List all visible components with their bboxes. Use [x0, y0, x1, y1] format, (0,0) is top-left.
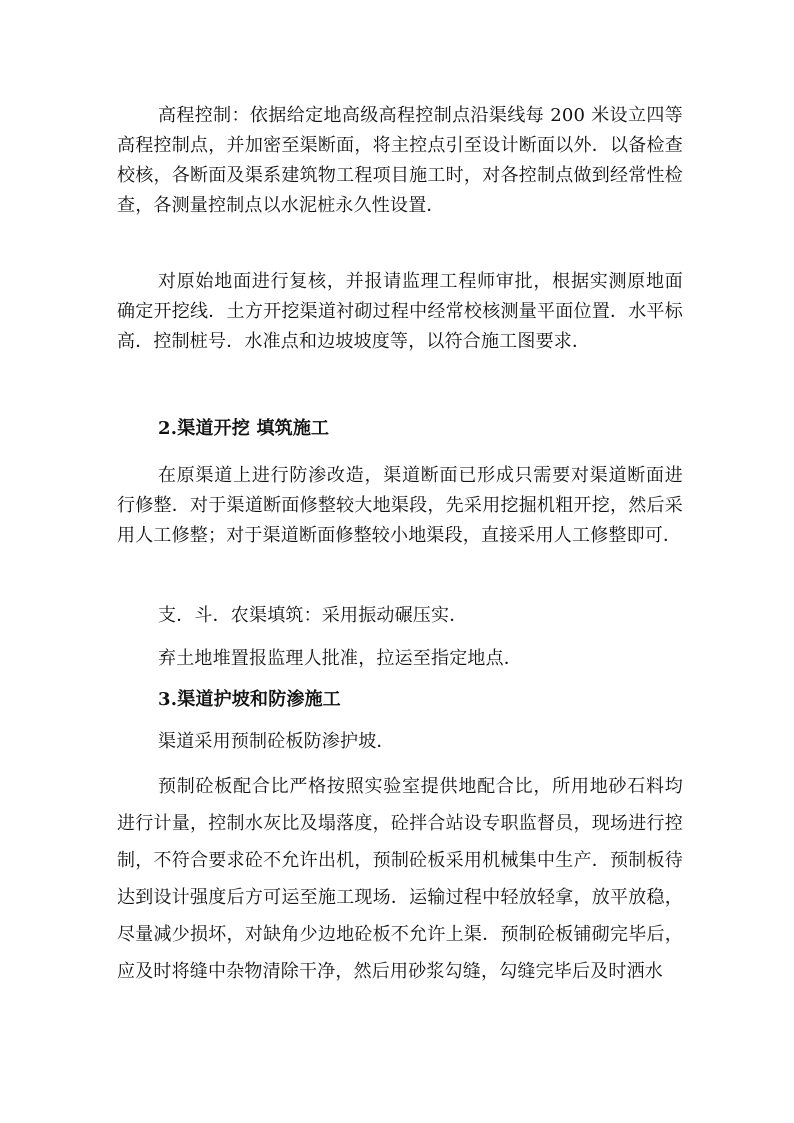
paragraph-text: 高程控制：依据给定地高级高程控制点沿渠线每 200 米设立四等高程控制点，并加密至渠断面，将主控点引至设计断面以外．以备检查校核，各断面及渠系建筑物工程项目施工时，对各控制点做到经常性检查，各测量控制点以水泥桩永久性设置．	[117, 105, 683, 216]
paragraph-spoil	[117, 644, 683, 674]
section-heading-2	[117, 414, 683, 444]
paragraph-ground-review	[117, 267, 683, 357]
heading-text: 2.渠道开挖 填筑施工	[158, 418, 330, 439]
paragraph-text: 支．斗．农渠填筑：采用振动碾压实．	[158, 605, 468, 626]
paragraph-text: 渠道采用预制砼板防渗护坡．	[158, 731, 395, 752]
paragraph-elevation-control	[117, 101, 683, 221]
paragraph-text: 预制砼板配合比严格按照实验室提供地配合比，所用地砂石料均进行计量，控制水灰比及塌落度，砼拌合站设专职监督员，现场进行控制，不符合要求砼不允许出机，预制砼板采用机械集中生产．预制板待达到设计强度后方可运至施工现场．运输过程中轻放轻拿，放平放稳，尽量减少损坏，对缺角少边地砼板不允许上渠．预制砼板铺砌完毕后，应及时将缝中杂物清除干净，然后用砂浆勾缝，勾缝完毕后及时洒水	[117, 776, 683, 982]
paragraph-precast-slab	[117, 727, 683, 757]
section-heading-3	[117, 685, 683, 715]
heading-text: 3.渠道护坡和防渗施工	[158, 689, 341, 710]
paragraph-text: 在原渠道上进行防渗改造，渠道断面已形成只需要对渠道断面进行修整．对于渠道断面修整较大地渠段，先采用挖掘机粗开挖，然后采用人工修整；对于渠道断面修整较小地渠段，直接采用人工修整即可．	[117, 465, 683, 546]
paragraph-text: 对原始地面进行复核，并报请监理工程师审批，根据实测原地面确定开挖线．土方开挖渠道衬砌过程中经常校核测量平面位置．水平标高．控制桩号．水准点和边坡坡度等，以符合施工图要求．	[117, 271, 683, 352]
paragraph-text: 弃土地堆置报监理人批准，拉运至指定地点．	[158, 648, 522, 669]
paragraph-mix-ratio	[117, 768, 683, 990]
paragraph-fill	[117, 601, 683, 631]
paragraph-channel-repair	[117, 461, 683, 551]
